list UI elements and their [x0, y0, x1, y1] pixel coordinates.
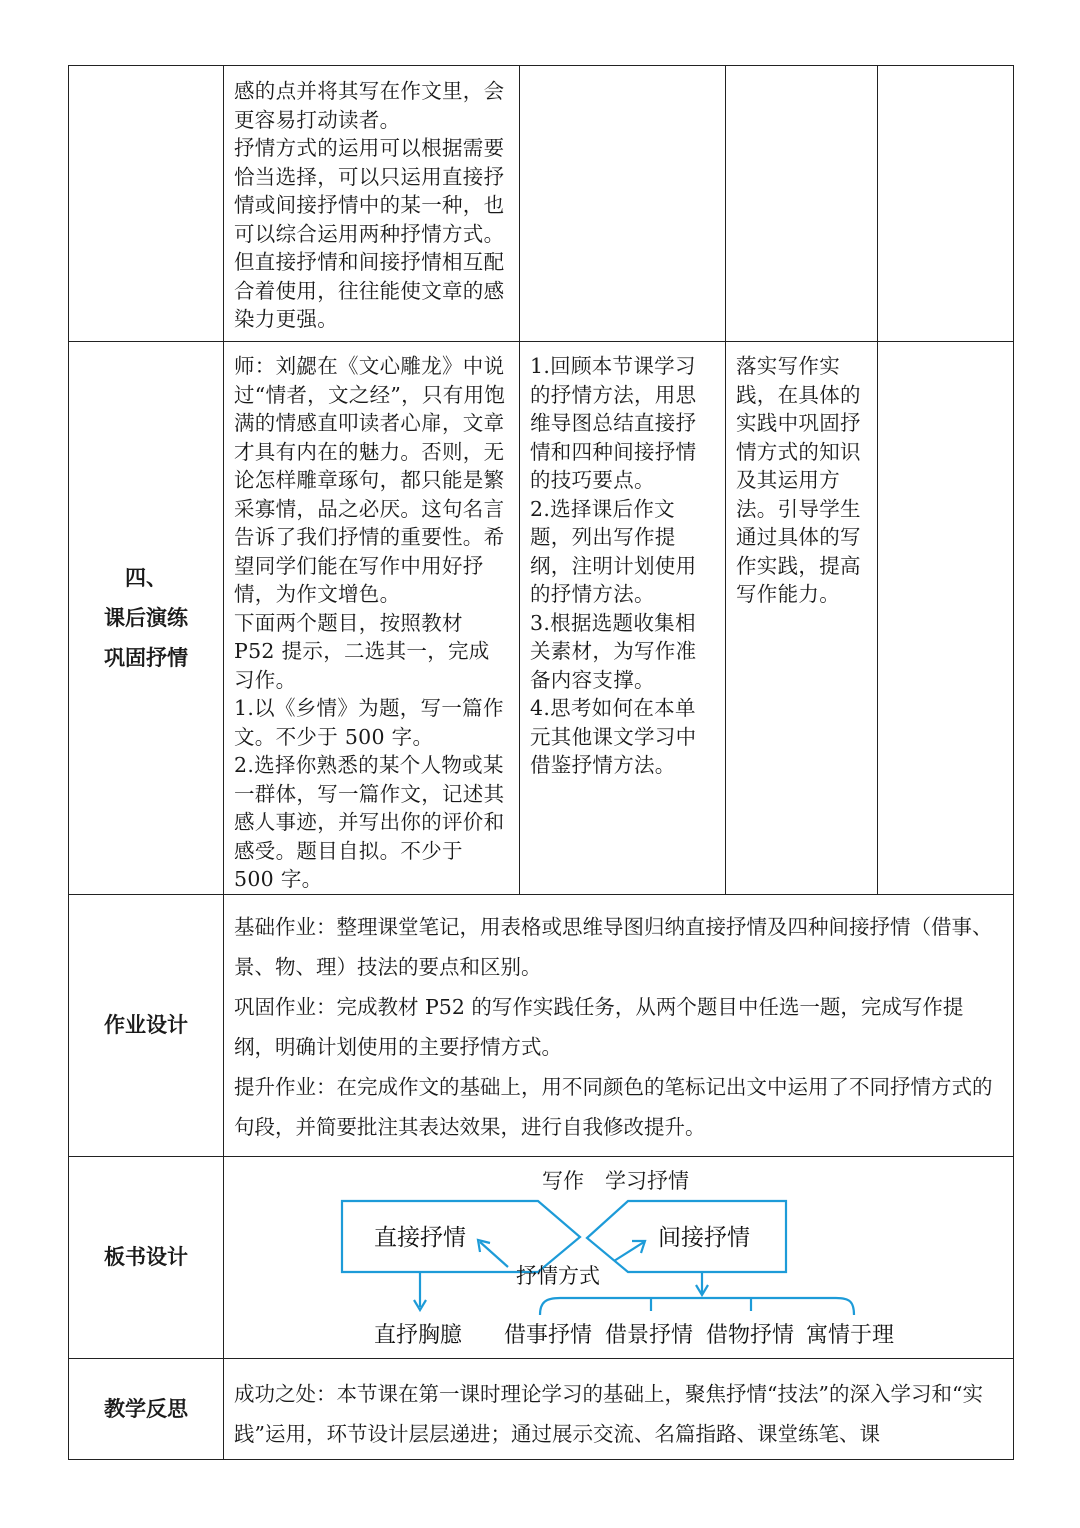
lesson-plan-table: [68, 65, 1014, 1460]
board-diagram-svg: [224, 1157, 1012, 1357]
homework-consolidate: 巩固作业：完成教材 P52 的写作实践任务，从两个题目中任选一题，完成写作提纲，明确计划使用的主要抒情方式。: [234, 994, 964, 1059]
row-continued: [69, 66, 1014, 342]
center-node-label: 抒情方式: [516, 1263, 600, 1288]
student-step: 1.回顾本节课学习的抒情方法，用思维导图总结直接抒情和四种间接抒情的技巧要点。: [530, 354, 697, 492]
row-board: [69, 1156, 1014, 1358]
section4-number: 四、: [125, 564, 167, 590]
continued-paragraph: 抒情方式的运用可以根据需要恰当选择，可以只运用直接抒情或间接抒情中的某一种，也可以综合运用两种抒情方式。但直接抒情和间接抒情相互配合着使用，往往能使文章的感染力更强。: [234, 136, 505, 331]
board-title: 写作 学习抒情: [542, 1168, 689, 1193]
row-section4: [69, 342, 1014, 895]
continued-extra-cell: [878, 66, 1014, 342]
indirect-sub-label: 借物抒情: [706, 1322, 795, 1348]
indirect-node-label: 间接抒情: [658, 1224, 750, 1251]
arrow-to-direct: [480, 1242, 508, 1267]
student-step: 4.思考如何在本单元其他课文学习中借鉴抒情方法。: [530, 696, 697, 777]
section4-label: [69, 342, 224, 895]
design-intent: 落实写作实践，在具体的实践中巩固抒情方式的知识及其运用方法。引导学生通过具体的写作实践，提高写作能力。: [736, 354, 861, 606]
section4-title-line2: 巩固抒情: [104, 644, 188, 670]
continued-label-cell: [69, 66, 224, 342]
homework-basic: 基础作业：整理课堂笔记，用表格或思维导图归纳直接抒情及四种间接抒情（借事、景、物、理）技法的要点和区别。: [234, 914, 993, 979]
continued-paragraph: 感的点并将其写在作文里，会更容易打动读者。: [234, 79, 505, 132]
section4-extra-cell: [878, 342, 1014, 895]
teacher-paragraph: 下面两个题目，按照教材 P52 提示，二选其一，完成习作。: [234, 610, 490, 692]
continued-content-cell: [224, 66, 520, 342]
indirect-sub-label: 借景抒情: [605, 1322, 694, 1348]
row-reflection: [69, 1358, 1014, 1459]
board-label: 板书设计: [69, 1156, 224, 1358]
continued-student-cell: [520, 66, 726, 342]
student-step: 2.选择课后作文题，列出写作提纲，注明计划使用的抒情方法。: [530, 496, 697, 606]
direct-sub-label: 直抒胸臆: [374, 1322, 463, 1348]
direct-node-label: 直接抒情: [374, 1224, 466, 1251]
continued-intent-cell: [726, 66, 878, 342]
section4-intent-cell: [726, 342, 878, 895]
teacher-paragraph: 1.以《乡情》为题，写一篇作文。不少于 500 字。: [234, 696, 504, 749]
homework-content-cell: [224, 894, 1014, 1156]
indirect-sub-label: 借事抒情: [504, 1322, 593, 1348]
indirect-sub-label: 寓情于理: [806, 1322, 895, 1348]
teacher-paragraph: 2.选择你熟悉的某个人物或某一群体，写一篇作文，记述其感人事迹，并写出你的评价和感受。题目自拟。不少于 500 字。: [234, 753, 505, 891]
homework-label: 作业设计: [69, 894, 224, 1156]
homework-advanced: 提升作业：在完成作文的基础上，用不同颜色的笔标记出文中运用了不同抒情方式的句段，并简要批注其表达效果，进行自我修改提升。: [234, 1074, 993, 1139]
arrow-to-indirect: [614, 1242, 644, 1261]
board-content-cell: [224, 1156, 1014, 1358]
indirect-brace: [540, 1298, 854, 1315]
reflection-label: 教学反思: [69, 1358, 224, 1459]
student-step: 3.根据选题收集相关素材，为写作准备内容支撑。: [530, 610, 697, 692]
section4-title-line1: 课后演练: [104, 604, 188, 630]
section4-teacher-cell: [224, 342, 520, 895]
teacher-paragraph: 师：刘勰在《文心雕龙》中说过“情者，文之经”，只有用饱满的情感直叩读者心扉，文章才具有内在的魅力。否则，无论怎样雕章琢句，都只能是繁采寡情，品之必厌。这句名言告诉了我们抒情的重要性。希望同学们能在写作中用好抒情，为作文增色。: [234, 354, 506, 606]
section4-student-cell: [520, 342, 726, 895]
reflection-text: 成功之处：本节课在第一课时理论学习的基础上，聚焦抒情“技法”的深入学习和“实践”运用，环节设计层层递进；通过展示交流、名篇指路、课堂练笔、课: [234, 1381, 983, 1446]
reflection-content-cell: [224, 1358, 1014, 1459]
row-homework: [69, 894, 1014, 1156]
